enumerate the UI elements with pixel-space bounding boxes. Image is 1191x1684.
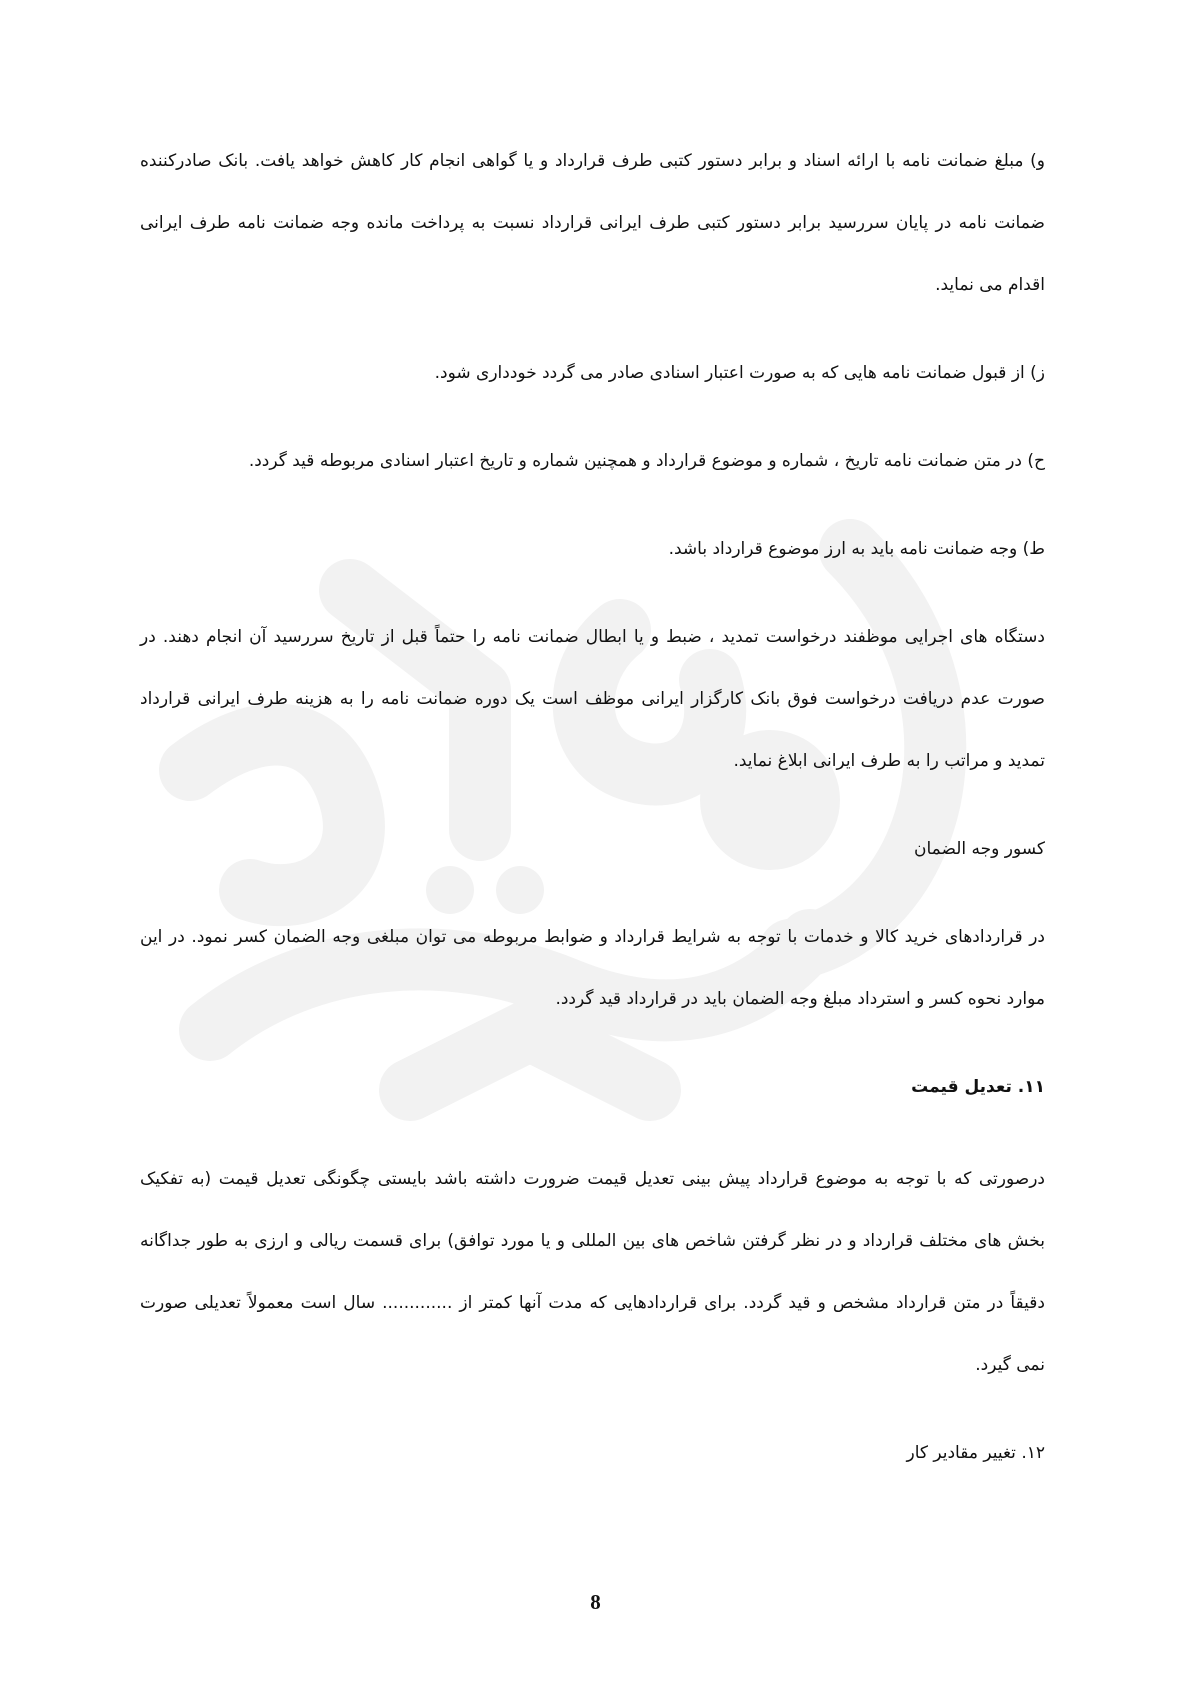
paragraph-guarantee-details: ح) در متن ضمانت نامه تاریخ ، شماره و موضوع قرارداد و همچنین شماره و تاریخ اعتبار اسنادی مربوطه قید گردد. xyxy=(248,451,1045,471)
section-11-title: ۱۱. تعدیل قیمت xyxy=(911,1077,1045,1097)
page-number: 8 xyxy=(590,1590,601,1614)
section-retention-title: کسور وجه الضمان xyxy=(913,839,1045,859)
section-12-title: ۱۲. تغییر مقادیر کار xyxy=(906,1443,1045,1463)
paragraph-guarantee-currency: ط) وجه ضمانت نامه باید به ارز موضوع قرارداد باشد. xyxy=(668,539,1045,559)
paragraph-retention: در قراردادهای خرید کالا و خدمات با توجه به شرایط قرارداد و ضوابط مربوطه می توان مبلغی وجه الضمان کسر نمود. در این موارد نحوه کسر و استرداد مبلغ وجه الضمان باید در قرارداد قید گردد. xyxy=(140,927,1045,1009)
paragraph-executive-obligations: دستگاه های اجرایی موظفند درخواست تمدید ، ضبط و یا ابطال ضمانت نامه را حتماً قبل از تاریخ سررسید آن انجام دهند. در صورت عدم دریافت درخواست فوق بانک کارگزار ایرانی موظف است یک دوره ضمانت نامه را به هزینه طرف ایرانی قرارداد تمدید و مراتب را به طرف ایرانی ابلاغ نماید. xyxy=(140,627,1045,771)
paragraph-guarantee-reduction: و) مبلغ ضمانت نامه با ارائه اسناد و برابر دستور کتبی طرف قرارداد و یا گواهی انجام کار کاهش خواهد یافت. بانک صادرکننده ضمانت نامه در پایان سررسید برابر دستور کتبی طرف ایرانی قرارداد نسبت به پرداخت مانده وجه ضمانت نامه طرف ایرانی اقدام می نماید. xyxy=(140,151,1045,295)
paragraph-lc-guarantee: ز) از قبول ضمانت نامه هایی که به صورت اعتبار اسنادی صادر می گردد خودداری شود. xyxy=(434,363,1045,383)
document-body xyxy=(140,130,1045,1484)
paragraph-price-adjustment: درصورتی که با توجه به موضوع قرارداد پیش بینی تعدیل قیمت ضرورت داشته باشد بایستی چگونگی تعدیل قیمت (به تفکیک بخش های مختلف قرارداد و در نظر گرفتن شاخص های بین المللی و یا مورد توافق) برای قسمت ریالی و ارزی به طور جداگانه دقیقاً در متن قرارداد مشخص و قید گردد. برای قراردادهایی که مدت آنها کمتر از ............. سال است معمولاً تعدیلی صورت نمی گیرد. xyxy=(140,1169,1045,1375)
